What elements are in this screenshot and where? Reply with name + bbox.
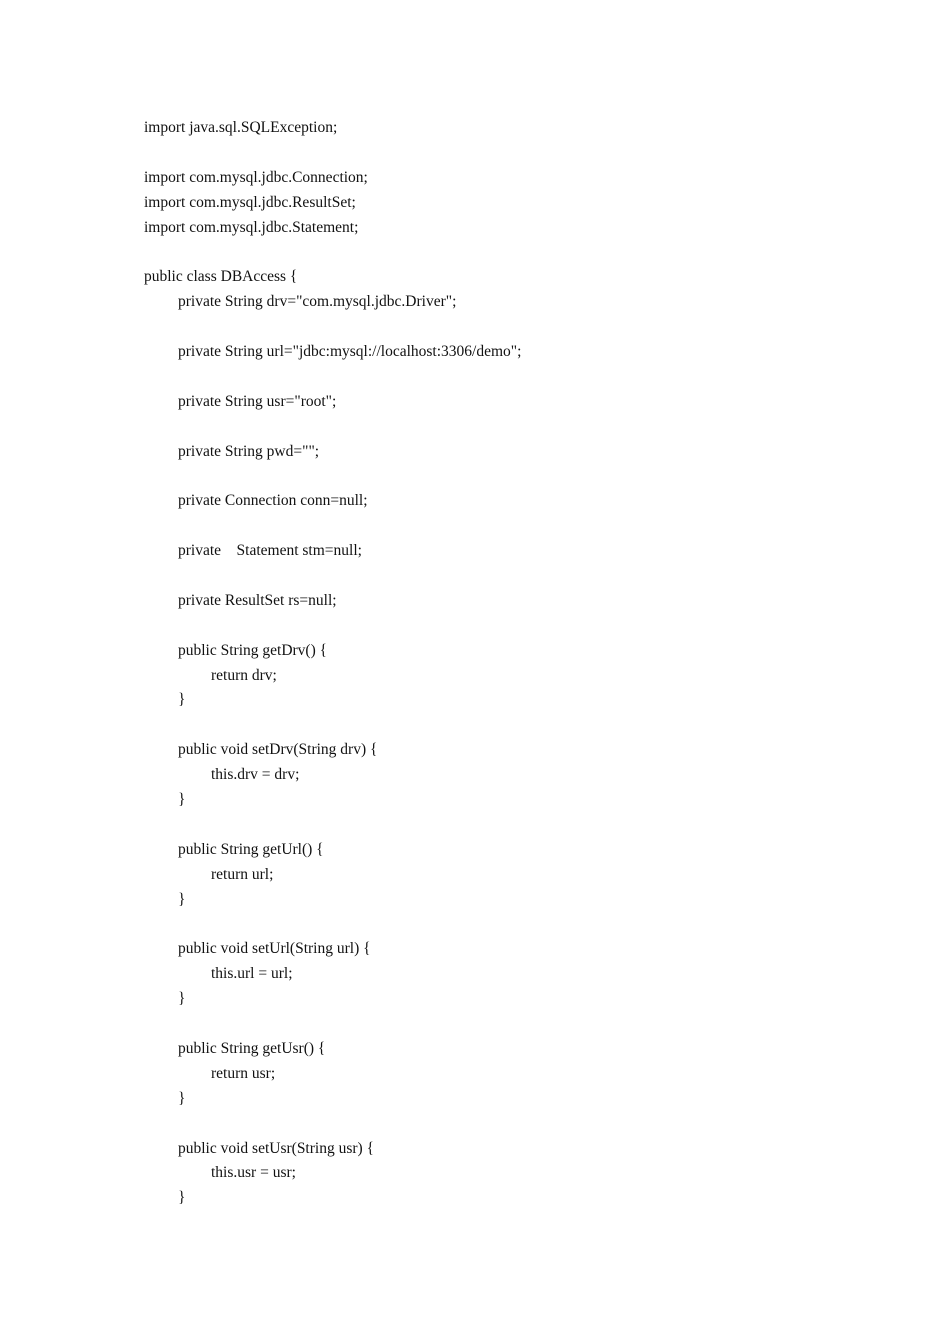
code-line: private ResultSet rs=null; [178, 591, 337, 609]
code-line: this.drv = drv; [211, 766, 300, 784]
code-line: } [178, 890, 186, 908]
blank-line [144, 913, 904, 938]
code-line: } [178, 691, 186, 709]
code-line: this.usr = usr; [211, 1164, 296, 1182]
code-line: } [178, 791, 186, 809]
blank-line [144, 365, 904, 390]
code-line: } [178, 1189, 186, 1207]
code-line: public String getDrv() { [178, 641, 328, 659]
blank-line [144, 713, 904, 738]
code-line: import com.mysql.jdbc.ResultSet; [144, 193, 356, 211]
blank-line [144, 464, 904, 489]
code-line: return usr; [211, 1064, 276, 1082]
blank-line [144, 813, 904, 838]
code-line: private String usr="root"; [178, 392, 337, 410]
code-line: import com.mysql.jdbc.Connection; [144, 168, 368, 186]
code-line: import com.mysql.jdbc.Statement; [144, 218, 359, 236]
code-line: private Statement stm=null; [178, 542, 362, 560]
code-line: public void setDrv(String drv) { [178, 741, 378, 759]
blank-line [144, 564, 904, 589]
code-line: private String url="jdbc:mysql://localhost:3306/demo"; [178, 343, 522, 361]
code-line: this.url = url; [211, 965, 293, 983]
code-listing [144, 116, 904, 1211]
code-line: return drv; [211, 666, 277, 684]
code-line: public String getUrl() { [178, 840, 324, 858]
code-line: private String pwd=""; [178, 442, 320, 460]
blank-line [144, 614, 904, 639]
blank-line [144, 415, 904, 440]
blank-line [144, 240, 904, 265]
code-line: import java.sql.SQLException; [144, 119, 338, 136]
code-line: return url; [211, 865, 274, 883]
code-line: } [178, 990, 186, 1008]
code-line: public String getUsr() { [178, 1039, 326, 1057]
blank-line [144, 1012, 904, 1037]
code-line: public void setUsr(String usr) { [178, 1139, 375, 1157]
blank-line [144, 514, 904, 539]
blank-line [144, 141, 904, 166]
blank-line [144, 1112, 904, 1137]
code-line: public class DBAccess { [144, 268, 298, 286]
blank-line [144, 315, 904, 340]
code-line: private Connection conn=null; [178, 492, 368, 510]
code-line: private String drv="com.mysql.jdbc.Driver"; [178, 293, 457, 311]
code-line: public void setUrl(String url) { [178, 940, 371, 958]
code-line: } [178, 1089, 186, 1107]
